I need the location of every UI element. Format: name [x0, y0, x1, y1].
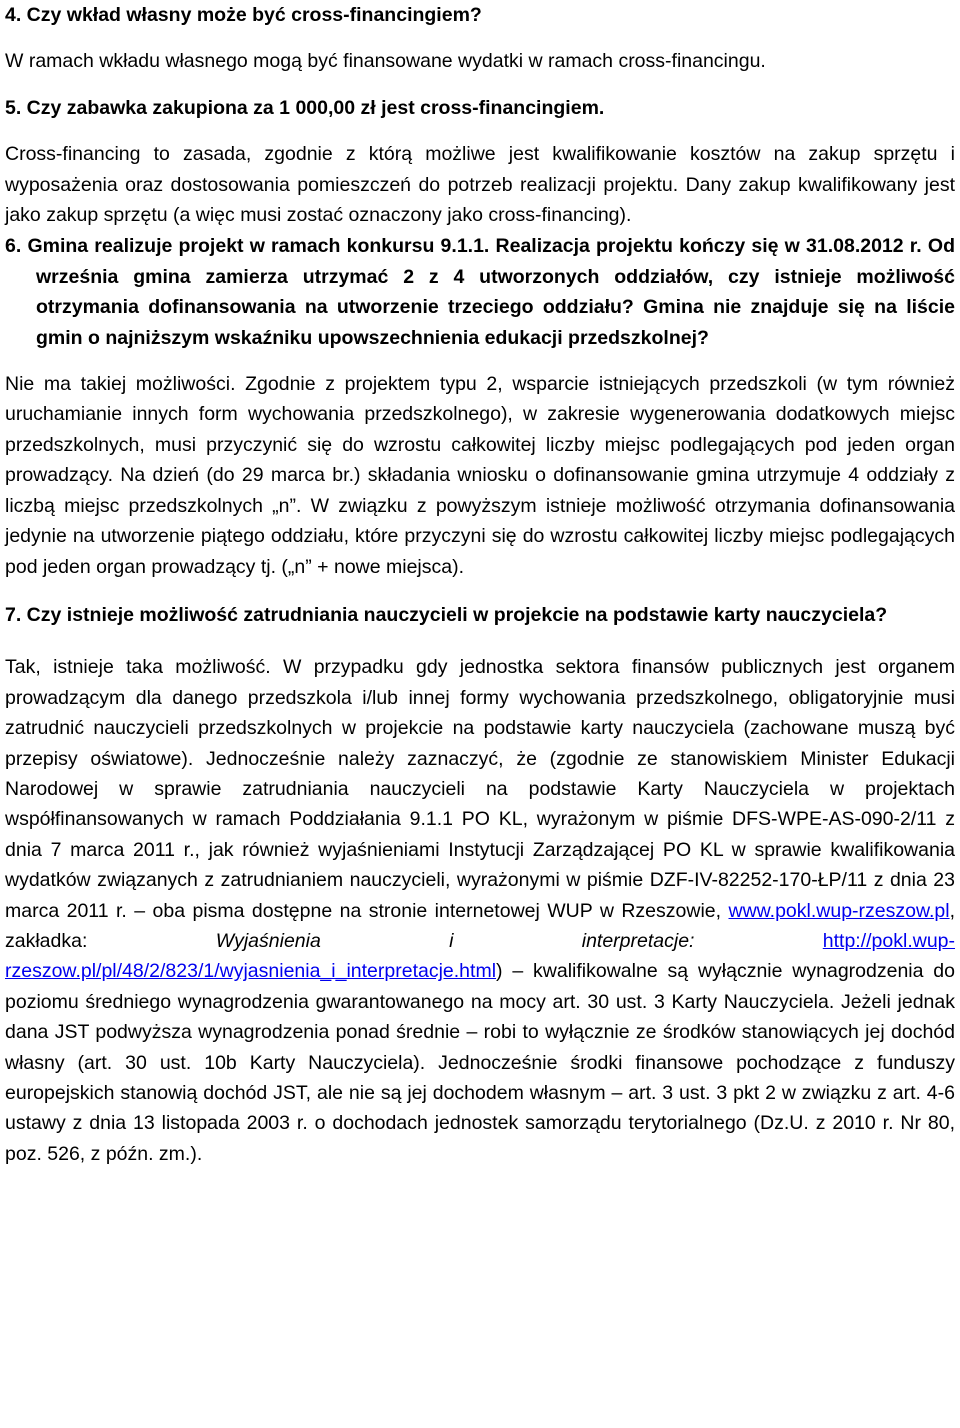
- answer-7-text: [5, 652, 955, 1169]
- answer-7-part4: ) – kwalifikowalne są wyłącznie wynagrodzenia do poziomu średniego wynagrodzenia gwarantowanego na mocy art. 30 ust. 3 Karty Nauczyciela. Jeżeli jednak dana JST podwyższa wynagrodzenia ponad średnie – robi to wyłącznie ze środków stanowiących jej dochód własny (art. 30 ust. 10b Karty Nauczyciela). Jednocześnie środki finansowe pochodzące z funduszy europejskich stanowią dochód JST, ale nie są jej dochodem własnym – art. 3 ust. 3 pkt 2 w związku z art. 4-6 ustawy z dnia 13 listopada 2003 r. o dochodach jednostek samorządu terytorialnego (Dz.U. z 2010 r. Nr 80, poz. 526, z późn. zm.).: [5, 960, 955, 1165]
- question-4-heading: 4. Czy wkład własny może być cross-financingiem?: [5, 4, 482, 26]
- question-5-heading: 5. Czy zabawka zakupiona za 1 000,00 zł jest cross-financingiem.: [5, 96, 605, 119]
- answer-5-text: Cross-financing to zasada, zgodnie z którą możliwe jest kwalifikowanie kosztów na zakup sprzętu i wyposażenia oraz dostosowania pomieszczeń do potrzeb realizacji projektu. Dany zakup kwalifikowany jest jako zakup sprzętu (a więc musi zostać oznaczony jako cross-financing).: [5, 143, 955, 227]
- tab-name-italic: Wyjaśnienia i interpretacje:: [215, 929, 695, 952]
- wup-website-link[interactable]: www.pokl.wup-rzeszow.pl: [728, 899, 950, 922]
- answer-7-part2: , zakładka:: [5, 899, 955, 952]
- document-page: [5, 0, 955, 1169]
- question-7-heading: 7. Czy istnieje możliwość zatrudniania nauczycieli w projekcie na podstawie karty nauczyciela?: [5, 603, 888, 626]
- question-6-heading: 6. Gmina realizuje projekt w ramach konkursu 9.1.1. Realizacja projektu kończy się w 31.08.2012 r. Od września gmina zamierza utrzymać 2 z 4 utworzonych oddziałów, czy istnieje możliwość otrzymania dofinansowania na utworzenie trzeciego oddziału? Gmina nie znajduje się na liście gmin o najniższym wskaźniku upowszechnienia edukacji przedszkolnej?: [5, 235, 955, 349]
- answer-7-part1: Tak, istnieje taka możliwość. W przypadku gdy jednostka sektora finansów publicznych jest organem prowadzącym dla danego przedszkola i/lub innej formy wychowania przedszkolnego, obligatoryjnie musi zatrudnić nauczycieli przedszkolnych w projekcie na podstawie karty nauczyciela (zachowane muszą być przepisy oświatowe). Jednocześnie należy zaznaczyć, że (zgodnie ze stanowiskiem Minister Edukacji Narodowej w sprawie zatrudniania nauczycieli na podstawie Karty Nauczyciela w projektach współfinansowanych w ramach Poddziałania 9.1.1 PO KL, wyrażonym w piśmie DFS-WPE-AS-090-2/11 z dnia 7 marca 2011 r., jak również wyjaśnieniami Instytucji Zarządzającej PO KL w sprawie kwalifikowania wydatków związanych z zatrudnianiem nauczycieli, wyrażonymi w piśmie DZF-IV-82252-170-ŁP/11 z dnia 23 marca 2011 r. – oba pisma dostępne na stronie internetowej WUP w Rzeszowie,: [5, 656, 955, 922]
- answer-7-part3: [694, 930, 822, 952]
- answer-4-text: W ramach wkładu własnego mogą być finansowane wydatki w ramach cross-financingu.: [5, 50, 766, 73]
- answer-6-text: Nie ma takiej możliwości. Zgodnie z projektem typu 2, wsparcie istniejących przedszkoli (w tym również uruchamianie innych form wychowania przedszkolnego), w zakresie wygenerowania dodatkowych miejsc przedszkolnych, musi przyczynić się do wzrostu całkowitej liczby miejsc podlegających pod jeden organ prowadzący. Na dzień (do 29 marca br.) składania wniosku o dofinansowanie gmina utrzymuje 4 oddziały z liczbą miejsc przedszkolnych „n”. W związku z powyższym istnieje możliwość otrzymania dofinansowania jedynie na utworzenie piątego oddziału, które przyczyni się do wzrostu całkowitej liczby miejsc podlegających pod jeden organ prowadzący tj. („n” + nowe miejsca).: [5, 373, 955, 578]
- interpretations-page-link[interactable]: http://pokl.wup-rzeszow.pl/pl/48/2/823/1/wyjasnienia_i_interpretacje.html: [5, 929, 955, 983]
